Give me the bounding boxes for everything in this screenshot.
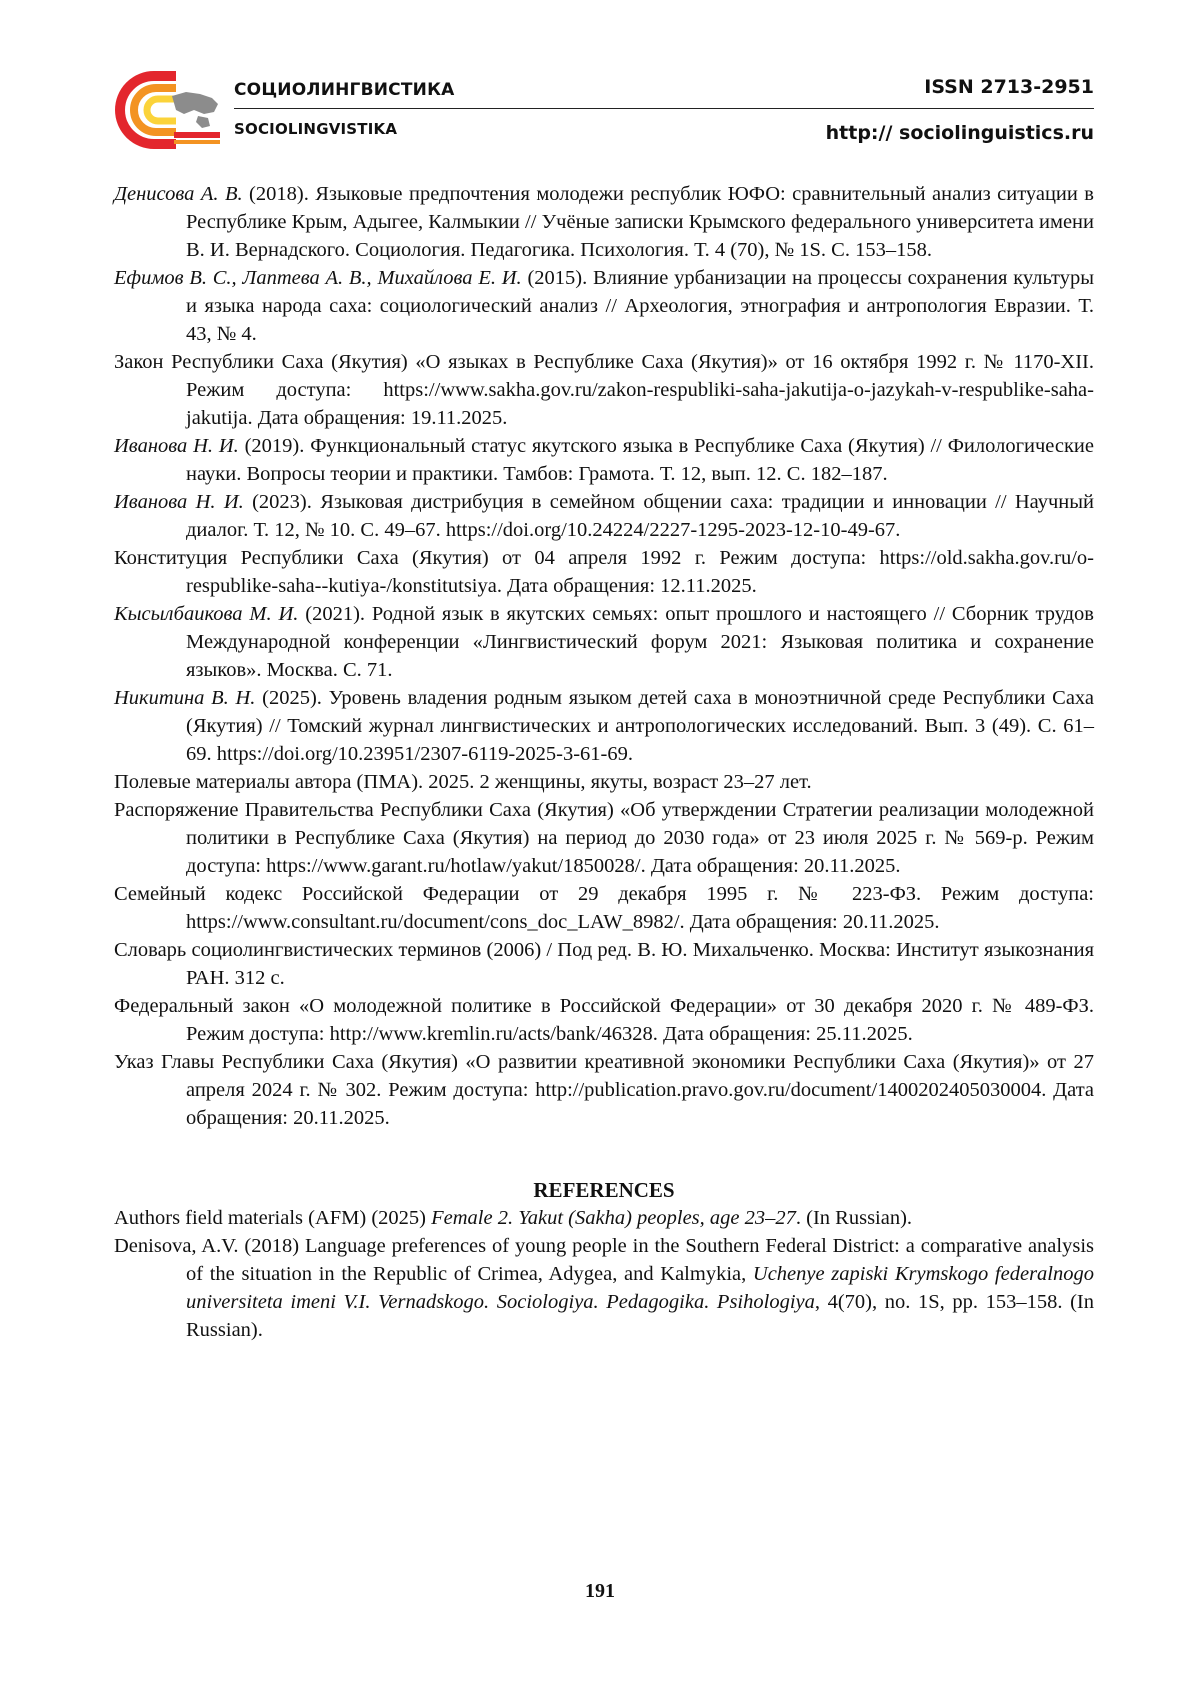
reference-author: Кысылбаикова М. И. — [114, 603, 299, 625]
reference-entry — [114, 768, 1094, 796]
reference-author: Денисова А. В. — [114, 183, 243, 205]
journal-logo — [114, 70, 224, 150]
reference-text: . (In Russian). — [795, 1207, 913, 1229]
reference-entry — [114, 1232, 1094, 1344]
journal-title-ru: СОЦИОЛИНГВИСТИКА — [234, 80, 455, 100]
reference-text: Распоряжение Правительства Республики Саха (Якутия) «Об утверждении Стратегии реализации молодежной политики в Республике Саха (Якутия) на период до 2030 года» от 23 июля 2025 г. № 569-р. Режим доступа: https://www.garant.ru/hotlaw/yakut/1850028/. Дата обращения: 20.11.2025. — [114, 799, 1094, 877]
journal-title-en: SOCIOLINGVISTIKA — [234, 120, 398, 138]
page-header — [0, 0, 1200, 160]
reference-text: (2021). Родной язык в якутских семьях: опыт прошлого и настоящего // Сборник трудов Международной конференции «Лингвистический форум 2021: Языковая политика и сохранение языков». Москва. С. 71. — [186, 603, 1094, 681]
reference-text: (2019). Функциональный статус якутского языка в Республике Саха (Якутия) // Филологические науки. Вопросы теории и практики. Тамбов: Грамота. Т. 12, вып. 12. С. 182–187. — [186, 435, 1094, 485]
reference-text: Конституция Республики Саха (Якутия) от 04 апреля 1992 г. Режим доступа: https://old.sakha.gov.ru/o-respublike-saha--kutiya-/konstitutsiya. Дата обращения: 12.11.2025. — [114, 547, 1094, 597]
reference-text: Словарь социолингвистических терминов (2006) / Под ред. В. Ю. Михальченко. Москва: Институт языкознания РАН. 312 с. — [114, 939, 1094, 989]
reference-text: (2023). Языковая дистрибуция в семейном общении саха: традиции и инновации // Научный диалог. Т. 12, № 10. С. 49–67. https://doi.org/10.24224/2227-1295-2023-12-10-49-67. — [186, 491, 1094, 541]
reference-text: Authors field materials (AFM) (2025) — [114, 1207, 432, 1229]
reference-entry — [114, 936, 1094, 992]
reference-text: Указ Главы Республики Саха (Якутия) «О развитии креативной экономики Республики Саха (Якутия)» от 27 апреля 2024 г. № 302. Режим доступа: http://publication.pravo.gov.ru/document/1400202405030004. Дата обращения: 20.11.2025. — [114, 1051, 1094, 1129]
reference-entry — [114, 684, 1094, 768]
logo-map-shape-2 — [196, 116, 210, 128]
reference-author: Ефимов В. С., Лаптева А. В., Михайлова Е. И. — [114, 267, 522, 289]
reference-entry — [114, 796, 1094, 880]
reference-author: Иванова Н. И. — [114, 491, 244, 513]
reference-text: Семейный кодекс Российской Федерации от 29 декабря 1995 г. № 223-ФЗ. Режим доступа: https://www.consultant.ru/document/cons_doc_LAW_8982/. Дата обращения: 20.11.2025. — [114, 883, 1094, 933]
reference-text: Закон Республики Саха (Якутия) «О языках в Республике Саха (Якутия)» от 16 октября 1992 г. № 1170-XII. Режим доступа: https://www.sakha.gov.ru/zakon-respubliki-saha-jakutija-o-jazykah-v-respublike-saha-jakutija. Дата обращения: 19.11.2025. — [114, 351, 1094, 429]
reference-entry — [114, 348, 1094, 432]
reference-entry — [114, 488, 1094, 544]
reference-text: (2025). Уровень владения родным языком детей саха в моноэтничной среде Республики Саха (Якутия) // Томский журнал лингвистических и антропологических исследований. Вып. 3 (49). С. 61–69. https://doi.org/10.23951/2307-6119-2025-3-61-69. — [186, 687, 1094, 765]
reference-entry — [114, 544, 1094, 600]
reference-text: , 4(70), no. 1S, pp. 153–158. (In Russian). — [186, 1291, 1094, 1341]
reference-entry — [114, 264, 1094, 348]
reference-entry — [114, 992, 1094, 1048]
header-divider — [234, 108, 1094, 109]
reference-entry — [114, 432, 1094, 488]
reference-text: Denisova, A.V. (2018) Language preferences of young people in the Southern Federal District: a comparative analysis of the situation in the Republic of Crimea, Adygea, and Kalmykia, — [114, 1235, 1094, 1285]
reference-text: (2015). Влияние урбанизации на процессы сохранения культуры и языка народа саха: социологический анализ // Археология, этнография и антропология Евразии. Т. 43, № 4. — [186, 267, 1094, 345]
page-number: 191 — [585, 1580, 615, 1602]
reference-list — [114, 180, 1094, 1344]
reference-entry — [114, 600, 1094, 684]
reference-source-title: Uchenye zapiski Krymskogo federalnogo universiteta imeni V.I. Vernadskogo. Sociologiya. Pedagogika. Psihologiya — [186, 1263, 1094, 1313]
reference-entry — [114, 880, 1094, 936]
reference-text: Федеральный закон «О молодежной политике в Российской Федерации» от 30 декабря 2020 г. № 489-ФЗ. Режим доступа: http://www.kremlin.ru/acts/bank/46328. Дата обращения: 25.11.2025. — [114, 995, 1094, 1045]
reference-text: (2018). Языковые предпочтения молодежи республик ЮФО: сравнительный анализ ситуации в Республике Крым, Адыгее, Калмыкии // Учёные записки Крымского федерального университета имени В. И. Вернадского. Социология. Педагогика. Психология. Т. 4 (70), № 1S. С. 153–158. — [186, 183, 1094, 261]
english-references — [114, 1204, 1094, 1344]
reference-text: Полевые материалы автора (ПМА). 2025. 2 женщины, якуты, возраст 23–27 лет. — [114, 771, 812, 793]
logo-map-shape — [172, 92, 218, 114]
journal-website-link[interactable]: http:// sociolinguistics.ru — [825, 122, 1094, 144]
reference-entry — [114, 1204, 1094, 1232]
logo-red-bar — [174, 132, 220, 138]
logo-orange-arc — [134, 88, 176, 132]
reference-entry — [114, 1048, 1094, 1132]
logo-yellow-arc — [147, 99, 176, 121]
references-heading: REFERENCES — [533, 1178, 675, 1202]
reference-source-title: Female 2. Yakut (Sakha) peoples, age 23–27 — [431, 1207, 796, 1229]
issn: ISSN 2713-2951 — [924, 76, 1094, 98]
reference-entry — [114, 180, 1094, 264]
reference-author: Никитина В. Н. — [114, 687, 256, 709]
logo-orange-bar — [174, 140, 220, 144]
reference-author: Иванова Н. И. — [114, 435, 239, 457]
russian-references — [114, 180, 1094, 1132]
